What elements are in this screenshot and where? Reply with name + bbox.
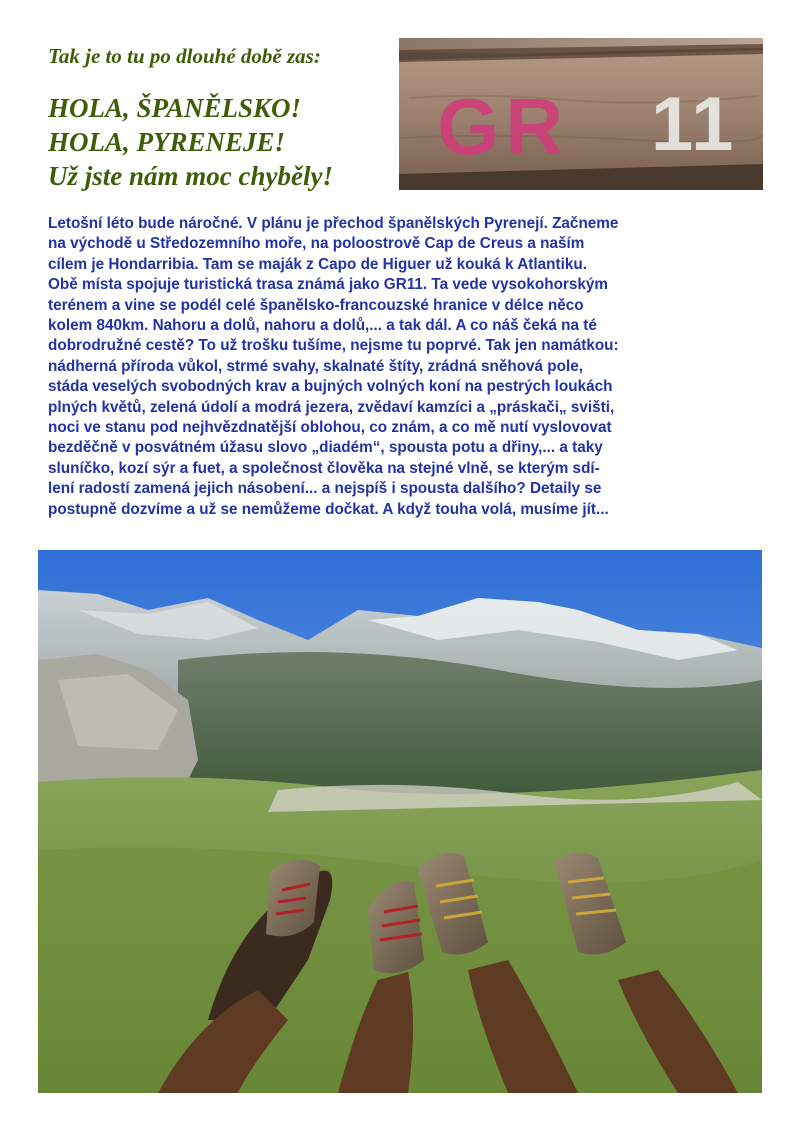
body-line: plných květů, zelená údolí a modrá jezera, zvědaví kamzíci a „práskači„ svišti, — [48, 398, 615, 416]
body-line: Obě místa spojuje turistická trasa známá jako GR11. Ta vede vysokohorským — [48, 276, 608, 294]
body-line: noci ve stanu pod nejhvězdnatější oblohou, co znám, a co mě nutí vyslovovat — [48, 419, 612, 437]
body-line: lení radostí zamená jejich násobení... a nejspíš i spousta dalšího? Detaily se — [48, 480, 602, 498]
gr11-stone-photo — [399, 38, 763, 190]
body-paragraph — [48, 214, 768, 520]
body-line: Letošní léto bude náročné. V plánu je přechod španělských Pyrenejí. Začneme — [48, 215, 619, 232]
body-line: nádherná příroda vůkol, strmé svahy, skalnaté štíty, zrádná sněhová pole, — [48, 357, 584, 375]
body-line: bezděčně v posvátném úžasu slovo „diadém“, spousta potu a dřiny,... a taky — [48, 439, 603, 457]
landscape-illustration — [38, 550, 762, 1093]
svg-text:11: 11 — [651, 82, 736, 167]
body-line: sluníčko, kozí sýr a fuet, a společnost člověka na stejné vlně, se kterým sdí- — [48, 459, 600, 477]
body-line: terénem a vine se podél celé španělsko-francouzské hranice v délce něco — [48, 296, 584, 314]
body-line: kolem 840km. Nahoru a dolů, nahoru a dolů,... a tak dál. A co náš čeká na té — [48, 317, 597, 335]
headline — [48, 91, 388, 193]
body-line: na východě u Středozemního moře, na poloostrově Cap de Creus a naším — [48, 235, 585, 253]
svg-text:GR: GR — [437, 82, 569, 171]
headline-line-2: HOLA, PYRENEJE! — [48, 127, 286, 157]
headline-line-1: HOLA, ŠPANĚLSKO! — [48, 93, 302, 123]
body-line: cílem je Hondarribia. Tam se maják z Capo de Higuer už kouká k Atlantiku. — [48, 255, 587, 273]
body-line: dobrodružné cestě? To už trošku tušíme, nejsme tu poprvé. Tak jen namátkou: — [48, 337, 619, 355]
intro-block — [48, 44, 388, 193]
stone-illustration — [399, 38, 763, 190]
intro-line: Tak je to tu po dlouhé době zas: — [48, 44, 321, 68]
headline-line-3: Už jste nám moc chyběly! — [48, 161, 333, 191]
mountain-boots-photo — [38, 550, 762, 1093]
body-line: postupně dozvíme a už se nemůžeme dočkat. A když touha volá, musíme jít... — [48, 500, 609, 518]
body-line: stáda veselých svobodných krav a bujných volných koní na pestrých loukách — [48, 378, 613, 396]
